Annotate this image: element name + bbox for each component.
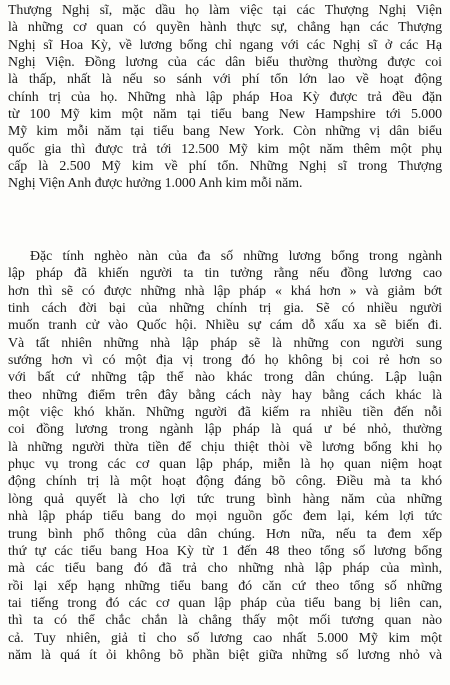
text-line: là những cơ quan có quyền hành thực sự, chẳng hạn các Thượng <box>8 20 442 36</box>
text-line: là những người thừa tiền để chịu thiệt thòi về lương bổng khi họ <box>8 439 442 455</box>
text-line: Mỹ kim mỗi năm tại tiểu bang New York. Còn những vị dân biểu <box>8 124 442 140</box>
text-line: thì ta có thể chắc chắn là chẳng thấy một mối tương quan nào <box>8 613 442 629</box>
text-line: Thượng Nghị sĩ, mặc dầu họ làm việc tại các Thượng Nghị Viện <box>8 3 442 18</box>
text-line: sướng hơn vì có một địa vị trong đó họ không bị coi rẻ hơn so <box>8 353 442 369</box>
text-line: tai tiếng trong đó các cơ quan lập pháp của tiểu bang bị liên can, <box>8 595 442 611</box>
text-line: từ 100 Mỹ kim một năm tại tiểu bang New Hampshire tới 5.000 <box>8 107 442 123</box>
text-line: trung bình phổ thông của dân chúng. Hơn nữa, nếu ta đem xếp <box>8 526 442 542</box>
text-line: Và tất nhiên những nhà lập pháp sẽ là những con người sung <box>8 335 442 351</box>
text-line: năm là quá ít ỏi không bõ phần biệt giữa những số lương nhỏ và <box>8 647 442 663</box>
text-line: theo những điểm trên đây bằng cách này hay bằng cách khác là <box>8 387 442 403</box>
text-line: coi đồng lương trong ngành lập pháp là quá ư bé nhỏ, thường <box>8 422 442 438</box>
text-line: lòng quả quyết là cho lợi tức trung bình hàng năm của những <box>8 491 442 507</box>
text-line: quốc gia thì được trả tới 12.500 Mỹ kim một năm thêm một phụ <box>8 141 442 157</box>
text-line: hơn thì sẽ có được những nhà lập pháp « khá hơn » và giảm bớt <box>8 283 442 299</box>
text-line: mà các tiểu bang đó đã trả cho những nhà lập pháp của mình, <box>8 561 442 577</box>
text-line: rồi lại xếp hạng những tiểu bang đó căn cứ theo tổng số những <box>8 578 442 594</box>
text-line: một việc khó khăn. Những người đã kiếm ra nhiều tiền đến nỗi <box>8 405 442 421</box>
paragraph-2 <box>8 248 442 664</box>
text-line: Đặc tính nghèo nàn của đa số những lương bổng trong ngành <box>30 249 442 264</box>
text-line: Nghị Viện. Đồng lương của các dân biểu thường thường được coi <box>8 55 442 71</box>
text-line: Nghị Viện Anh được hưởng 1.000 Anh kim mỗi năm. <box>8 176 303 192</box>
text-line: nhà lập pháp tiểu bang do mọi nguồn gốc đem lại, kém lợi tức <box>8 509 442 525</box>
text-line: lập pháp đã khiến người ta tin tưởng rằng nếu đồng lương cao <box>8 266 442 282</box>
text-line: cấp là 2.500 Mỹ kim về phí tổn. Những Nghị sĩ trong Thượng <box>8 159 442 175</box>
text-line: tinh cách đời bại của những chính trị gia. Sẽ có nhiều người <box>8 301 442 317</box>
text-line: muốn tranh cử vào Quốc hội. Nhiều sự cám dỗ xấu xa sẽ biến đi. <box>8 318 442 334</box>
paragraph-1 <box>8 2 442 193</box>
text-line: Nghị sĩ Hoa Kỳ, về lương bổng chỉ ngang với các Nghị sĩ ở các Hạ <box>8 37 442 53</box>
text-line: thứ tự các tiểu bang Hoa Kỳ từ 1 đến 48 theo tổng số lương bổng <box>8 543 442 559</box>
text-line: chính trị của họ. Những nhà lập pháp Hoa Kỳ được trả đều đặn <box>8 89 442 105</box>
text-line: động chính trị là một hoạt động đáng bõ công. Điều mà ta khó <box>8 474 442 490</box>
text-line: là thấp, nhất là nếu so sánh với phí tổn lớn lao về hoạt động <box>8 72 442 88</box>
text-line: cả. Tuy nhiên, giả tỉ cho số lương cao nhất 5.000 Mỹ kim một <box>8 630 442 646</box>
text-line: với bất cứ những tập thể nào khác trong dân chúng. Lập luận <box>8 370 442 386</box>
text-line: phục vụ trong các cơ quan lập pháp, miễn là họ quan niệm hoạt <box>8 457 442 473</box>
